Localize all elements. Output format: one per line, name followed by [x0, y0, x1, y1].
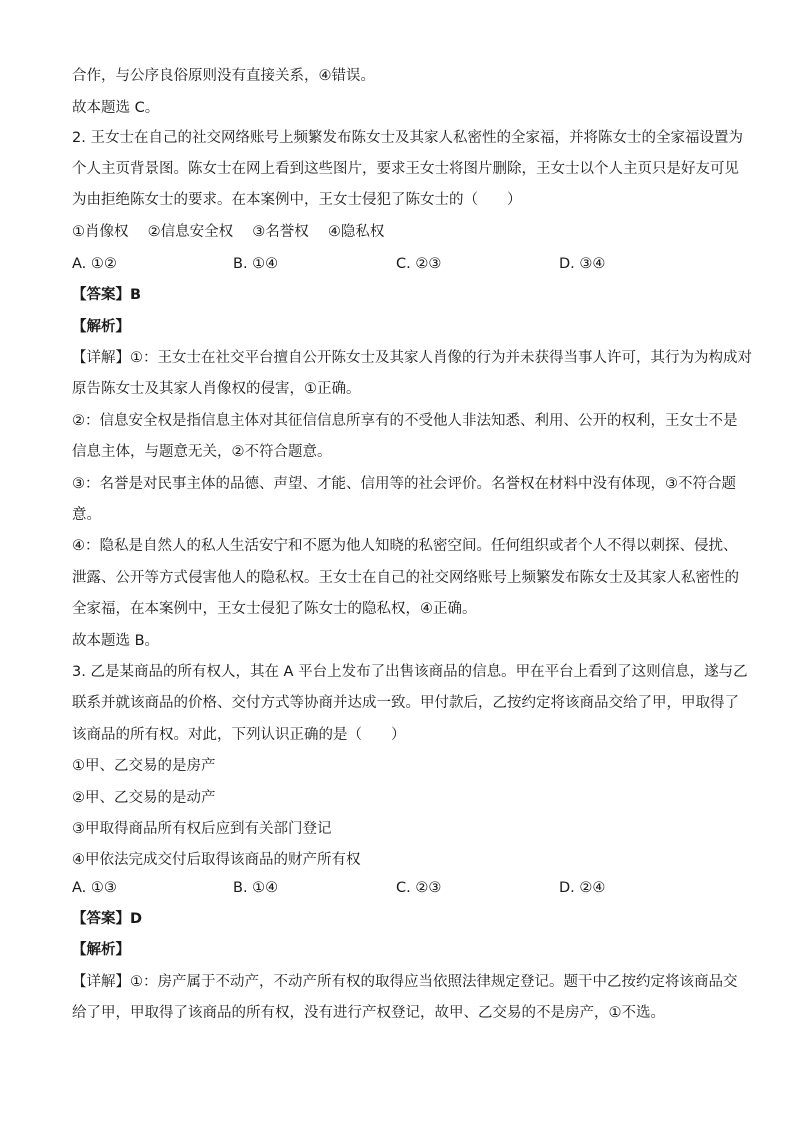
question-2-choices: ①肖像权 ②信息安全权 ③名誉权 ④隐私权 [72, 224, 385, 240]
analysis-line: 信息主体，与题意无关，②不符合题意。 [72, 444, 332, 460]
q3-analysis-heading: 【解析】 [72, 942, 130, 958]
analysis-line: 故本题选 B。 [72, 633, 160, 649]
analysis-line: 【详解】①：房产属于不动产，不动产所有权的取得应当依照法律规定登记。题干中乙按约定将该商品交 [72, 974, 738, 990]
question-3-statement: ①甲、乙交易的是房产 [72, 758, 216, 774]
q3-answer: 【答案】D [72, 911, 143, 927]
q2-analysis-heading: 【解析】 [72, 319, 130, 335]
question-2-stem: 为由拒绝陈女士的要求。在本案例中，王女士侵犯了陈女士的（ ） [72, 192, 522, 208]
question-3-stem: 该商品的所有权。对此，下列认识正确的是（ ） [72, 727, 406, 743]
q2-option-d: D. ③④ [559, 256, 606, 272]
q2-option-b: B. ①④ [233, 256, 279, 272]
text-line: 故本题选 C。 [72, 100, 160, 116]
analysis-line: 全家福，在本案例中，王女士侵犯了陈女士的隐私权，④正确。 [72, 601, 477, 617]
q3-option-c: C. ②③ [396, 880, 442, 896]
q2-option-c: C. ②③ [396, 256, 442, 272]
question-3-statement: ④甲依法完成交付后取得该商品的财产所有权 [72, 852, 361, 868]
analysis-line: 意。 [72, 507, 101, 523]
question-3-stem: 联系并就该商品的价格、交付方式等协商并达成一致。甲付款后，乙按约定将该商品交给了甲，甲取得了 [72, 695, 739, 711]
q2-answer: 【答案】B [72, 287, 142, 303]
q3-option-d: D. ②④ [559, 880, 606, 896]
analysis-line: 泄露、公开等方式侵害他人的隐私权。王女士在自己的社交网络账号上频繁发布陈女士及其家人私密性的 [72, 570, 739, 586]
question-3-statement: ②甲、乙交易的是动产 [72, 790, 216, 806]
q3-option-a: A. ①③ [72, 880, 117, 896]
analysis-line: ③：名誉是对民事主体的品德、声望、才能、信用等的社会评价。名誉权在材料中没有体现，③不符合题 [72, 476, 736, 492]
question-2-stem: 2. 王女士在自己的社交网络账号上频繁发布陈女士及其家人私密性的全家福，并将陈女士的全家福设置为 [72, 130, 743, 146]
analysis-line: 给了甲，甲取得了该商品的所有权，没有进行产权登记，故甲、乙交易的不是房产，①不选。 [72, 1005, 665, 1021]
q2-option-a: A. ①② [72, 256, 117, 272]
q3-option-b: B. ①④ [233, 880, 279, 896]
question-2-stem: 个人主页背景图。陈女士在网上看到这些图片，要求王女士将图片删除，王女士以个人主页只是好友可见 [72, 161, 739, 177]
analysis-line: 【详解】①：王女士在社交平台擅自公开陈女士及其家人肖像的行为并未获得当事人许可，其行为为构成对 [72, 350, 752, 366]
analysis-line: ②：信息安全权是指信息主体对其征信信息所享有的不受他人非法知悉、利用、公开的权利，王女士不是 [72, 413, 738, 429]
question-3-statement: ③甲取得商品所有权后应到有关部门登记 [72, 821, 332, 837]
question-3-stem: 3. 乙是某商品的所有权人，其在 A 平台上发布了出售该商品的信息。甲在平台上看到了这则信息，遂与乙 [72, 664, 748, 680]
text-line: 合作，与公序良俗原则没有直接关系，④错误。 [72, 68, 375, 84]
analysis-line: 原告陈女士及其家人肖像权的侵害，①正确。 [72, 381, 361, 397]
analysis-line: ④：隐私是自然人的私人生活安宁和不愿为他人知晓的私密空间。任何组织或者个人不得以刺探、侵扰、 [72, 538, 738, 554]
